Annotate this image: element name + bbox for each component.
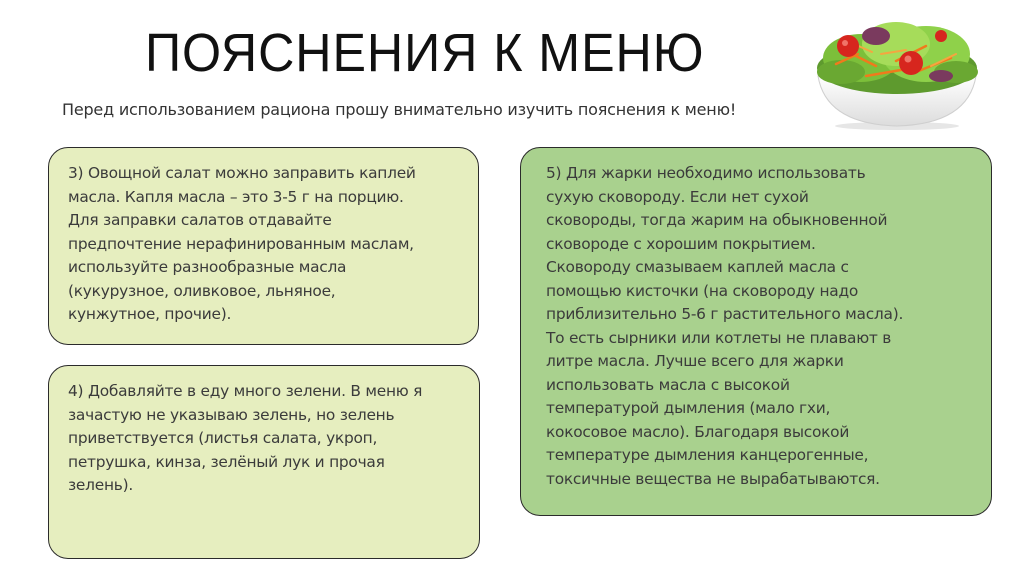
note-3-line: предпочтение нерафинированным маслам, [68, 234, 414, 253]
note-3-line: масла. Капля масла – это 3-5 г на порцию. [68, 187, 404, 206]
note-5-line: использовать масла с высокой [546, 375, 790, 394]
note-3-line: используйте разнообразные масла [68, 258, 347, 276]
note-4-line: петрушка, кинза, зелёный лук и прочая [68, 452, 385, 471]
note-card-5 [520, 147, 992, 516]
note-4-line: зачастую не указываю зелень, но зелень [68, 405, 395, 424]
salad-bowl-icon [806, 6, 988, 131]
note-3-line: кунжутное, прочие). [68, 305, 232, 323]
note-5-line: сухую сковороду. Если нет сухой [546, 187, 809, 206]
note-5-line: кокосовое масло). Благодаря высокой [546, 422, 850, 441]
note-4-line: зелень). [68, 476, 133, 494]
note-5-line: температуре дымления канцерогенные, [546, 446, 869, 464]
note-card-4 [48, 365, 480, 559]
note-5-line: 5) Для жарки необходимо использовать [546, 164, 866, 182]
note-5-line: сковороды, тогда жарим на обыкновенной [546, 211, 888, 229]
note-5-line: литре масла. Лучше всего для жарки [546, 352, 844, 370]
note-3-line: 3) Овощной салат можно заправить каплей [68, 164, 416, 182]
page-subtitle: Перед использованием рациона прошу внимательно изучить пояснения к меню! [62, 100, 737, 119]
note-5-line: токсичные вещества не вырабатываются. [546, 469, 880, 488]
note-5-line: температурой дымления (мало гхи, [546, 399, 831, 417]
note-4-line: 4) Добавляйте в еду много зелени. В меню я [68, 382, 423, 400]
note-4-line: приветствуется (листья салата, укроп, [68, 429, 378, 447]
note-5-line: приблизительно 5-6 г растительного масла). [546, 305, 904, 323]
note-5-line: То есть сырники или котлеты не плавают в [546, 328, 892, 347]
note-3-line: Для заправки салатов отдавайте [68, 211, 332, 229]
note-card-3 [48, 147, 479, 345]
note-3-line: (кукурузное, оливковое, льняное, [68, 281, 336, 300]
note-5-line: помощью кисточки (на сковороду надо [546, 281, 859, 300]
note-5-line: сковороде с хорошим покрытием. [546, 234, 816, 253]
note-5-line: Сковороду смазываем каплей масла с [546, 258, 849, 276]
page-title: ПОЯСНЕНИЯ К МЕНЮ [145, 23, 705, 83]
